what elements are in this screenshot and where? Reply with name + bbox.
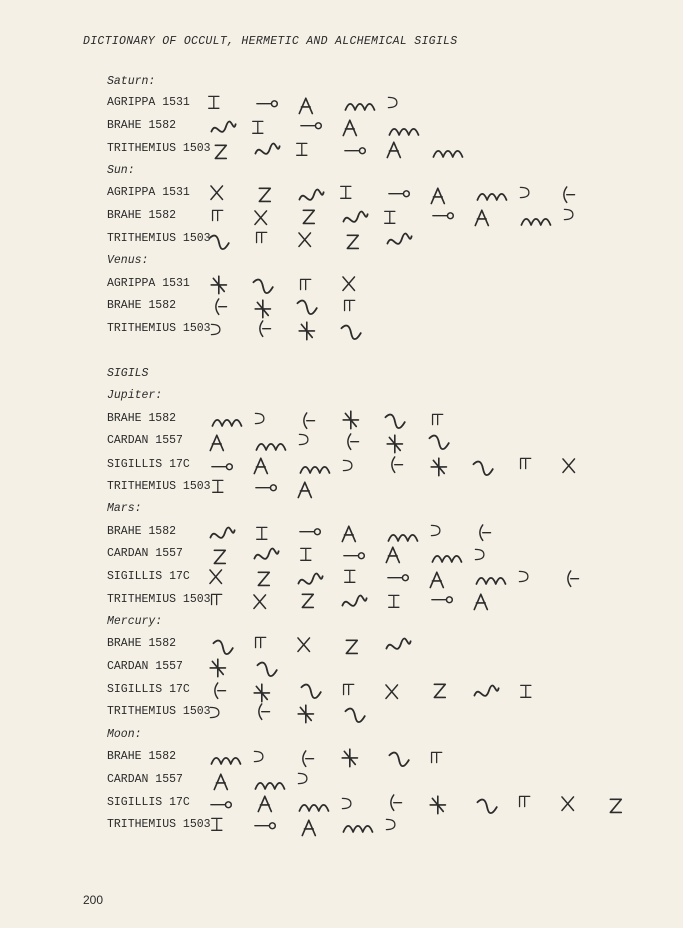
sigil-glyph xyxy=(209,236,228,250)
sigil-glyph xyxy=(429,436,448,450)
sigil-glyph xyxy=(432,597,452,603)
sigil-glyph-row xyxy=(195,407,655,431)
sigil-glyph xyxy=(341,326,360,340)
row-label: SIGILLIS 17C xyxy=(107,570,190,583)
sigil-glyph-svg xyxy=(195,204,655,228)
sigil-glyph xyxy=(562,797,574,811)
sigil-glyph xyxy=(521,219,550,225)
sigil-glyph-svg xyxy=(195,429,655,453)
sigil-glyph-svg xyxy=(195,520,655,544)
sigil-glyph xyxy=(298,638,310,652)
sigil-glyph xyxy=(303,751,314,767)
sigil-glyph xyxy=(389,191,409,197)
sigil-glyph xyxy=(212,464,232,470)
sigil-glyph xyxy=(210,707,219,717)
sigil-glyph xyxy=(343,277,355,291)
sigil-glyph-row xyxy=(195,294,655,318)
sigil-glyph xyxy=(344,553,364,559)
sigil-glyph xyxy=(433,213,453,219)
row-label: TRITHEMIUS 1503 xyxy=(107,705,211,718)
sigil-glyph xyxy=(297,143,307,155)
row-label: TRITHEMIUS 1503 xyxy=(107,142,211,155)
sigil-glyph xyxy=(299,434,308,444)
sigil-glyph xyxy=(521,458,531,468)
sigil-glyph xyxy=(388,575,408,581)
sigil-glyph xyxy=(430,572,443,587)
sigil-glyph xyxy=(431,525,440,535)
sigil-glyph-svg xyxy=(195,588,655,612)
sigil-glyph xyxy=(343,411,358,428)
row-label: TRITHEMIUS 1503 xyxy=(107,818,211,831)
sigil-glyph xyxy=(432,556,461,562)
sigil-glyph-row xyxy=(195,588,655,612)
sigil-glyph xyxy=(344,684,354,694)
sigil-glyph xyxy=(519,571,528,581)
sigil-glyph xyxy=(389,595,399,607)
sigil-glyph-svg xyxy=(195,632,655,656)
sigil-glyph xyxy=(341,186,351,198)
sigil-glyph xyxy=(299,190,323,200)
sigil-glyph xyxy=(430,796,445,813)
sigil-glyph xyxy=(386,685,398,699)
row-label: BRAHE 1582 xyxy=(107,525,177,538)
section-venus: Venus: xyxy=(107,254,149,267)
sigil-glyph xyxy=(388,97,397,107)
sigil-glyph-svg xyxy=(195,91,655,115)
row-label: AGRIPPA 1531 xyxy=(107,96,190,109)
sigil-glyph xyxy=(342,596,366,606)
sigil-glyph xyxy=(260,321,271,337)
sigil-glyph-row xyxy=(195,520,655,544)
sigil-glyph-svg xyxy=(195,407,655,431)
sigil-glyph xyxy=(211,276,226,293)
sigil-glyph xyxy=(386,819,395,829)
sigil-glyph xyxy=(215,683,226,699)
sigil-glyph xyxy=(564,209,573,219)
sigil-glyph xyxy=(253,121,263,133)
row-label: SIGILLIS 17C xyxy=(107,458,190,471)
sigil-glyph xyxy=(209,96,219,108)
sigil-glyph xyxy=(257,663,276,677)
sigil-glyph xyxy=(563,459,575,473)
sigil-glyph xyxy=(298,705,313,722)
page-number: 200 xyxy=(83,893,104,907)
sigil-glyph xyxy=(520,796,530,806)
sigil-glyph xyxy=(211,324,220,334)
sigil-glyph xyxy=(343,212,367,222)
sigil-glyph-row xyxy=(195,791,655,815)
sigil-glyph xyxy=(257,232,267,242)
sigil-glyph xyxy=(211,122,235,132)
sigil-glyph-row xyxy=(195,114,655,138)
row-label: BRAHE 1582 xyxy=(107,637,177,650)
sigil-glyph xyxy=(210,659,225,676)
sigil-glyph-row xyxy=(195,655,655,679)
sigil-glyph xyxy=(253,280,272,294)
sigil-glyph-svg xyxy=(195,317,655,341)
sigil-glyph-row xyxy=(195,317,655,341)
sigil-glyph xyxy=(477,800,496,814)
sigil-glyph xyxy=(258,572,269,585)
sigil-glyph-svg xyxy=(195,700,655,724)
sigil-glyph-row xyxy=(195,272,655,296)
sigil-glyph-svg xyxy=(195,791,655,815)
sigil-glyph-svg xyxy=(195,813,655,837)
row-label: BRAHE 1582 xyxy=(107,299,177,312)
sigil-glyph xyxy=(342,526,355,541)
sigil-glyph-svg xyxy=(195,227,655,251)
sigil-glyph-svg xyxy=(195,137,655,161)
sigil-glyph-row xyxy=(195,137,655,161)
sigil-glyph xyxy=(476,578,505,584)
sigil-glyph xyxy=(210,435,223,450)
row-label: BRAHE 1582 xyxy=(107,412,177,425)
section-sun: Sun: xyxy=(107,164,135,177)
sigil-glyph xyxy=(345,300,355,310)
sigil-glyph xyxy=(302,820,315,835)
page-header: DICTIONARY OF OCCULT, HERMETIC AND ALCHEMICAL SIGILS xyxy=(83,35,458,48)
sigil-glyph xyxy=(254,595,266,609)
sigil-glyph xyxy=(215,145,226,158)
sigil-glyph xyxy=(304,413,315,429)
sigil-glyph xyxy=(391,795,402,811)
sigil-glyph-svg xyxy=(195,475,655,499)
sigil-glyph-svg xyxy=(195,294,655,318)
row-label: TRITHEMIUS 1503 xyxy=(107,593,211,606)
sigil-glyph xyxy=(255,413,264,423)
sigil-glyph xyxy=(214,550,225,563)
sigil-glyph xyxy=(299,805,328,811)
sigil-glyph-row xyxy=(195,813,655,837)
sigil-glyph xyxy=(259,188,270,201)
section-saturn: Saturn: xyxy=(107,75,156,88)
sigil-glyph-row xyxy=(195,542,655,566)
sigil-glyph xyxy=(214,774,227,789)
sigil-glyph xyxy=(568,571,579,587)
sigil-glyph xyxy=(213,641,232,655)
sigil-glyph xyxy=(301,279,311,289)
sigil-glyph xyxy=(256,444,285,450)
sigil-glyph-svg xyxy=(195,678,655,702)
row-label: CARDAN 1557 xyxy=(107,660,183,673)
sigil-glyph xyxy=(303,210,314,223)
sigil-glyph-row xyxy=(195,475,655,499)
row-label: CARDAN 1557 xyxy=(107,434,183,447)
sigil-glyph xyxy=(389,753,408,767)
sigil-glyph xyxy=(213,480,223,492)
sigil-glyph-row xyxy=(195,632,655,656)
sigil-glyph-svg xyxy=(195,453,655,477)
sigil-glyph xyxy=(299,233,311,247)
sigil-glyph xyxy=(477,194,506,200)
sigil-glyph xyxy=(433,414,443,424)
sigil-glyph xyxy=(254,684,269,701)
sigil-glyph xyxy=(255,823,275,829)
row-label: CARDAN 1557 xyxy=(107,547,183,560)
sigil-glyph-row xyxy=(195,678,655,702)
row-label: CARDAN 1557 xyxy=(107,773,183,786)
sigil-glyph-svg xyxy=(195,542,655,566)
sigil-glyph xyxy=(389,129,418,135)
sigil-glyph-row xyxy=(195,91,655,115)
sigil-glyph xyxy=(301,548,311,560)
sigil-glyph xyxy=(212,420,241,426)
row-label: TRITHEMIUS 1503 xyxy=(107,322,211,335)
sigil-glyph xyxy=(254,458,267,473)
sigil-glyph xyxy=(302,594,313,607)
sigil-glyph xyxy=(211,186,223,200)
sigil-glyph xyxy=(216,299,227,315)
sigil-glyph xyxy=(434,684,445,697)
sigil-glyph-row xyxy=(195,227,655,251)
sigil-glyph-svg xyxy=(195,745,655,769)
sigil-glyph xyxy=(388,535,417,541)
row-label: TRITHEMIUS 1503 xyxy=(107,232,211,245)
sigil-glyph xyxy=(433,151,462,157)
row-label: BRAHE 1582 xyxy=(107,750,177,763)
sigil-glyph xyxy=(300,529,320,535)
sigil-glyph xyxy=(257,527,267,539)
sigil-glyph xyxy=(385,211,395,223)
sigil-glyph xyxy=(210,570,222,584)
row-label: SIGILLIS 17C xyxy=(107,683,190,696)
row-label: AGRIPPA 1531 xyxy=(107,186,190,199)
sigil-glyph xyxy=(342,749,357,766)
sigil-glyph-svg xyxy=(195,655,655,679)
section-mercury: Mercury: xyxy=(107,615,163,628)
sigil-glyph-svg xyxy=(195,272,655,296)
sigil-glyph-row xyxy=(195,565,655,589)
sigil-glyph xyxy=(432,752,442,762)
sigil-glyph-row xyxy=(195,429,655,453)
sigil-glyph xyxy=(300,467,329,473)
sigil-glyph xyxy=(257,101,277,107)
sigil-glyph xyxy=(564,187,575,203)
sigil-glyph-row xyxy=(195,453,655,477)
section-mars: Mars: xyxy=(107,502,142,515)
sigil-glyph xyxy=(387,142,400,157)
sigil-glyph xyxy=(256,485,276,491)
sigil-glyph xyxy=(255,144,279,154)
sigil-glyph xyxy=(347,235,358,248)
sigil-glyph xyxy=(520,187,529,197)
sigil-glyph xyxy=(473,462,492,476)
sigil-glyph xyxy=(301,123,321,129)
sigil-glyph xyxy=(299,322,314,339)
sigil-glyph xyxy=(255,211,267,225)
sigil-glyph-row xyxy=(195,745,655,769)
sigil-glyph xyxy=(346,640,357,653)
sigil-glyph xyxy=(431,458,446,475)
sigil-glyph xyxy=(259,704,270,720)
sigil-glyph xyxy=(210,528,234,538)
sigil-glyph xyxy=(348,434,359,450)
sigil-glyph xyxy=(212,594,222,604)
sigil-glyph xyxy=(474,686,498,696)
sigil-glyph xyxy=(343,826,372,832)
row-label: BRAHE 1582 xyxy=(107,209,177,222)
sigil-glyph xyxy=(254,751,263,761)
sigil-glyph xyxy=(345,709,364,723)
sigil-glyph xyxy=(255,783,284,789)
sigil-glyph xyxy=(431,188,444,203)
sigil-glyph xyxy=(258,796,271,811)
row-label: SIGILLIS 17C xyxy=(107,796,190,809)
sigil-glyph xyxy=(298,574,322,584)
sigil-glyph xyxy=(298,482,311,497)
sigil-glyph-svg xyxy=(195,181,655,205)
sigil-glyph xyxy=(298,773,307,783)
sigil-glyph-svg xyxy=(195,114,655,138)
sigil-glyph xyxy=(345,570,355,582)
sigil-glyph xyxy=(211,802,231,808)
sigil-glyph xyxy=(256,637,266,647)
sigil-glyph xyxy=(213,210,223,220)
sigil-glyph xyxy=(475,210,488,225)
sigil-glyph xyxy=(254,549,278,559)
sigil-glyph xyxy=(299,98,312,113)
row-label: AGRIPPA 1531 xyxy=(107,277,190,290)
row-label: TRITHEMIUS 1503 xyxy=(107,480,211,493)
sigil-glyph xyxy=(475,549,484,559)
sigil-glyph xyxy=(474,594,487,609)
row-label: BRAHE 1582 xyxy=(107,119,177,132)
sigil-glyph-svg xyxy=(195,565,655,589)
sigil-glyph xyxy=(521,685,531,697)
sigil-glyph xyxy=(255,300,270,317)
section-moon: Moon: xyxy=(107,728,142,741)
sigil-glyph xyxy=(345,148,365,154)
sigil-glyph xyxy=(297,301,316,315)
sigil-glyph xyxy=(345,104,374,110)
sigil-glyph xyxy=(343,120,356,135)
sigil-glyph xyxy=(610,799,621,812)
sigil-glyph xyxy=(211,758,240,764)
sigil-glyph xyxy=(342,798,351,808)
sigil-glyph-row xyxy=(195,768,655,792)
sigil-glyph xyxy=(387,435,402,452)
sigil-glyph-row xyxy=(195,204,655,228)
sigil-glyph-row xyxy=(195,700,655,724)
sigil-glyph xyxy=(392,457,403,473)
sigil-glyph xyxy=(212,818,222,830)
section-jupiter: Jupiter: xyxy=(107,389,163,402)
sigil-glyph-row xyxy=(195,181,655,205)
sigil-glyph xyxy=(301,685,320,699)
sigil-glyph xyxy=(386,547,399,562)
sigil-glyph xyxy=(480,525,491,541)
sigil-glyph xyxy=(386,639,410,649)
sigil-glyph xyxy=(343,460,352,470)
sigil-glyph-svg xyxy=(195,768,655,792)
sigil-glyph xyxy=(387,234,411,244)
sigil-glyph xyxy=(385,415,404,429)
section-sigils: SIGILS xyxy=(107,367,149,380)
